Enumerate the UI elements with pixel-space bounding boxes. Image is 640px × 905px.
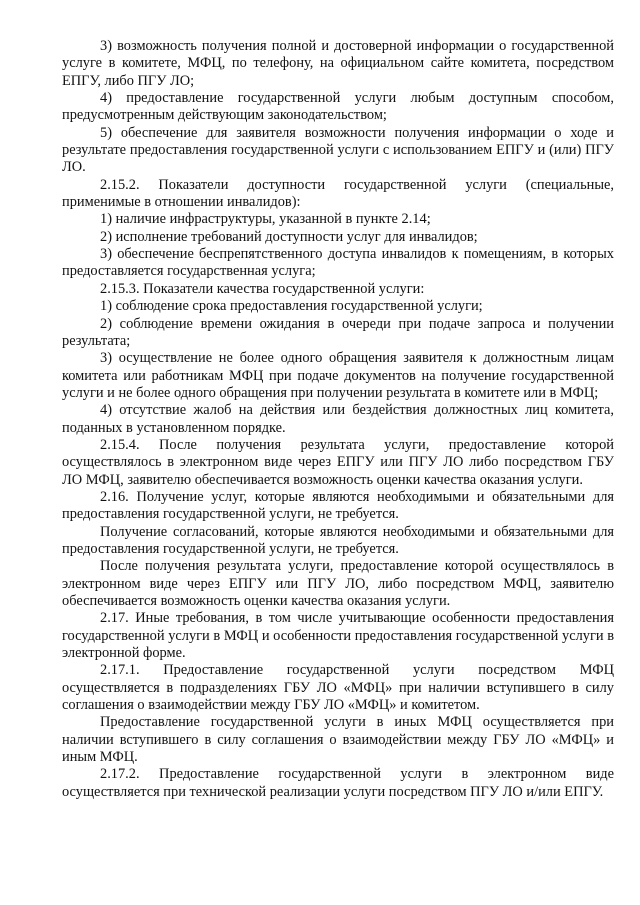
paragraph: 2) соблюдение времени ожидания в очереди при подаче запроса и получении результата; — [62, 315, 614, 349]
paragraph: 5) обеспечение для заявителя возможности получения информации о ходе и результате предоставления государственной услуги с использованием ЕПГУ и (или) ПГУ ЛО. — [62, 124, 614, 176]
paragraph: 3) обеспечение беспрепятственного доступа инвалидов к помещениям, в которых предоставляется государственная услуга; — [62, 246, 614, 280]
paragraph: 3) возможность получения полной и достоверной информации о государственной услуге в комитете, МФЦ, по телефону, на официальном сайте комитета, посредством ЕПГУ, либо ПГУ ЛО; — [62, 38, 614, 89]
paragraph: 2) исполнение требований доступности услуг для инвалидов; — [100, 228, 478, 245]
paragraph: 2.15.3. Показатели качества государственной услуги: — [100, 280, 425, 297]
paragraph: Получение согласований, которые являются необходимыми и обязательными для предоставления государственной услуги, не требуется. — [62, 523, 614, 557]
paragraph: Предоставление государственной услуги в иных МФЦ осуществляется при наличии вступившего в силу соглашения о взаимодействии между ГБУ ЛО «МФЦ» и иным МФЦ. — [62, 714, 614, 766]
paragraph: 1) соблюдение срока предоставления государственной услуги; — [100, 298, 483, 315]
paragraph: 3) осуществление не более одного обращения заявителя к должностным лицам комитета или работникам МФЦ при подаче документов на получение государственной услуги и не более одного обращения при получении результата в комитете или в МФЦ; — [62, 350, 614, 401]
paragraph: 1) наличие инфраструктуры, указанной в пункте 2.14; — [100, 211, 431, 228]
paragraph: 2.17.2. Предоставление государственной услуги в электронном виде осуществляется при технической реализации услуги посредством ПГУ ЛО и/или ЕПГУ. — [62, 766, 614, 800]
paragraph: После получения результата услуги, предоставление которой осуществлялось в электронном виде через ЕПГУ или ПГУ ЛО, либо посредством МФЦ, заявителю обеспечивается возможность оценки качества оказания услуги. — [62, 558, 614, 609]
paragraph: 4) предоставление государственной услуги любым доступным способом, предусмотренным действующим законодательством; — [62, 90, 614, 124]
paragraph: 2.17. Иные требования, в том числе учитывающие особенности предоставления государственной услуги в МФЦ и особенности предоставления государственной услуги в электронной форме. — [62, 610, 614, 662]
paragraph: 2.16. Получение услуг, которые являются необходимыми и обязательными для предоставления государственной услуги, не требуется. — [62, 488, 614, 523]
paragraph: 2.15.4. После получения результата услуги, предоставление которой осуществлялось в электронном виде через ЕПГУ или ПГУ ЛО либо посредством ГБУ ЛО МФЦ, заявителю обеспечивается возможность оценки качества оказания услуги. — [62, 436, 614, 488]
paragraph: 2.17.1. Предоставление государственной услуги посредством МФЦ осуществляется в подразделениях ГБУ ЛО «МФЦ» при наличии вступившего в силу соглашения о взаимодействии между ГБУ ЛО «МФЦ» и комитетом. — [62, 662, 614, 714]
paragraph: 4) отсутствие жалоб на действия или бездействия должностных лиц комитета, поданных в установленном порядке. — [62, 402, 614, 436]
paragraph: 2.15.2. Показатели доступности государственной услуги (специальные, применимые в отношении инвалидов): — [62, 176, 614, 211]
document-page — [62, 38, 614, 801]
